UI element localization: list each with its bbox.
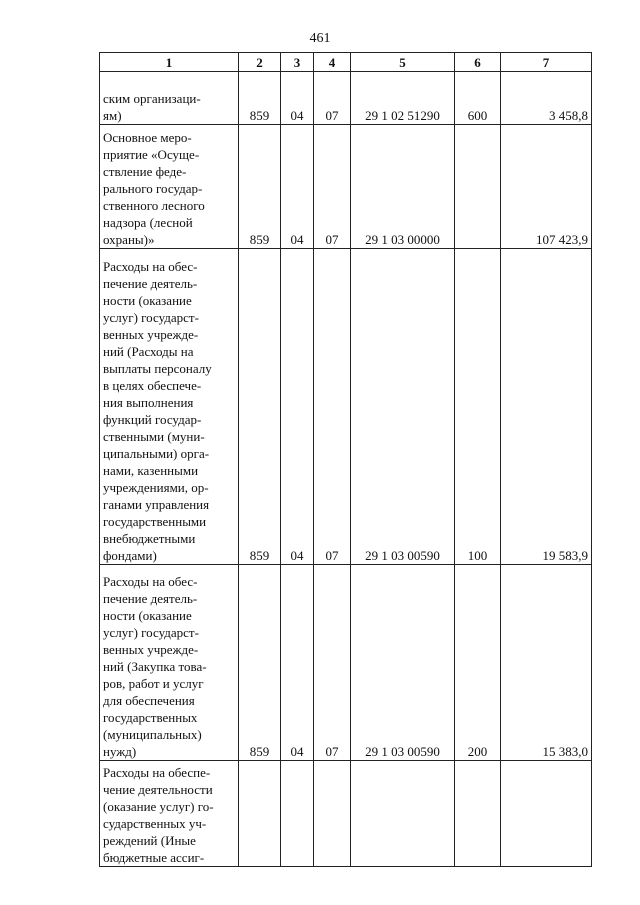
column-header-6: 6 (455, 53, 501, 72)
column-header-3: 3 (281, 53, 314, 72)
budget-table (99, 52, 592, 867)
page-number: 461 (309, 31, 331, 46)
row-description: Основное меро- приятие «Осуще- ствление феде- рального государ- ственного лесного надзора (лесной охраны)» (100, 125, 239, 249)
row-description: Расходы на обес- печение деятель- ности (оказание услуг) государст- венных учрежде- ний (Закупка това- ров, работ и услуг для обеспечения государственных (муниципальных) нужд) (100, 565, 239, 761)
cell-target-article: 29 1 02 51290 (351, 72, 455, 125)
table-row (100, 72, 592, 125)
table-row (100, 125, 592, 249)
row-description: Расходы на обес- печение деятель- ности (оказание услуг) государст- венных учрежде- ний (Расходы на выплаты персоналу в целях обеспече- ния выполнения функций государ- ственными (муни- ципальными) орга- нами, казенными учреждениями, ор- ганами управления государственными внебюджетными фондами) (100, 249, 239, 565)
cell-amount: 107 423,9 (501, 125, 592, 249)
cell-expense-type (455, 125, 501, 249)
cell-target-article: 29 1 03 00590 (351, 565, 455, 761)
cell-subsection (314, 761, 351, 867)
cell-expense-type: 100 (455, 249, 501, 565)
table-row (100, 249, 592, 565)
column-header-7: 7 (501, 53, 592, 72)
cell-subsection: 07 (314, 565, 351, 761)
cell-ministry (239, 761, 281, 867)
cell-amount (501, 761, 592, 867)
cell-section: 04 (281, 72, 314, 125)
cell-section: 04 (281, 565, 314, 761)
cell-expense-type: 600 (455, 72, 501, 125)
cell-subsection: 07 (314, 249, 351, 565)
column-header-4: 4 (314, 53, 351, 72)
cell-section: 04 (281, 249, 314, 565)
cell-expense-type: 200 (455, 565, 501, 761)
table-row (100, 565, 592, 761)
cell-target-article (351, 761, 455, 867)
cell-target-article: 29 1 03 00000 (351, 125, 455, 249)
cell-amount: 19 583,9 (501, 249, 592, 565)
cell-ministry: 859 (239, 565, 281, 761)
cell-amount: 3 458,8 (501, 72, 592, 125)
cell-subsection: 07 (314, 72, 351, 125)
cell-section (281, 761, 314, 867)
column-header-5: 5 (351, 53, 455, 72)
row-description: ским организаци- ям) (100, 72, 239, 125)
cell-subsection: 07 (314, 125, 351, 249)
row-description: Расходы на обеспе- чение деятельности (оказание услуг) го- сударственных уч- реждений (Иные бюджетные ассиг- (100, 761, 239, 867)
column-header-2: 2 (239, 53, 281, 72)
table-row (100, 761, 592, 867)
cell-ministry: 859 (239, 125, 281, 249)
cell-section: 04 (281, 125, 314, 249)
cell-expense-type (455, 761, 501, 867)
cell-amount: 15 383,0 (501, 565, 592, 761)
column-header-1: 1 (100, 53, 239, 72)
cell-ministry: 859 (239, 249, 281, 565)
cell-target-article: 29 1 03 00590 (351, 249, 455, 565)
cell-ministry: 859 (239, 72, 281, 125)
header-row (100, 53, 592, 72)
